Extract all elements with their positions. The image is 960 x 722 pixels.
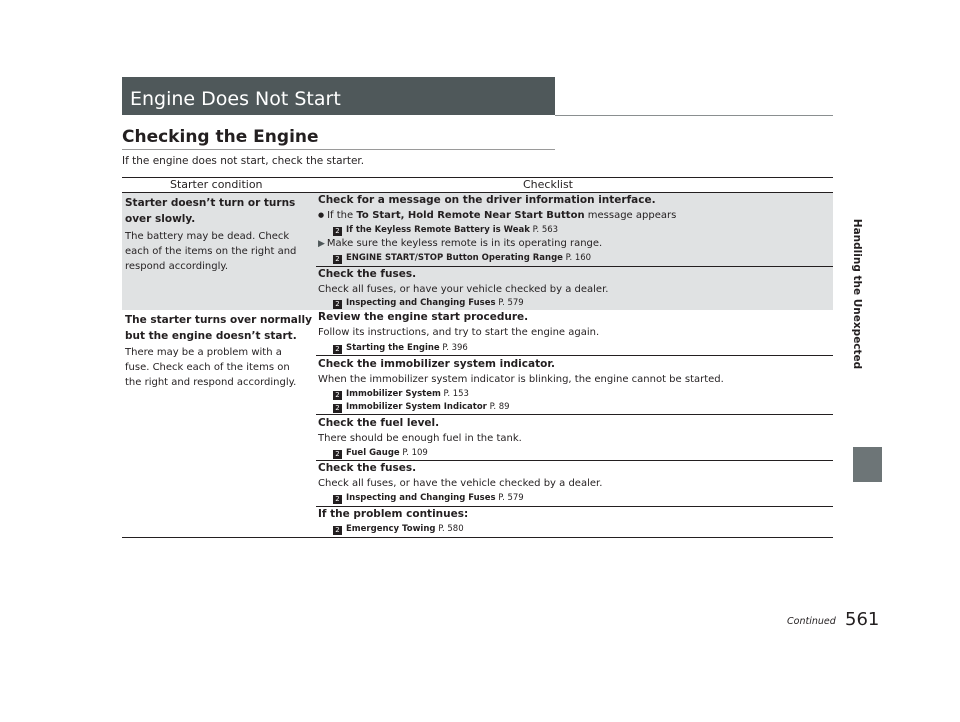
row-divider xyxy=(316,460,833,461)
reference-arrow-icon: 2 xyxy=(333,345,342,354)
page-number: 561 xyxy=(845,609,880,630)
check-message-heading: Check for a message on the driver information interface. xyxy=(318,194,656,206)
reference-arrow-icon: 2 xyxy=(333,227,342,236)
ref-link-fuses[interactable]: 2 Inspecting and Changing Fuses P. 579 xyxy=(333,298,524,309)
reference-arrow-icon: 2 xyxy=(333,495,342,504)
check-message-bullet: ● If the To Start, Hold Remote Near Start Button message appears xyxy=(318,210,677,221)
reference-arrow-icon: 2 xyxy=(333,300,342,309)
chapter-side-label: Handling the Unexpected xyxy=(851,218,863,370)
section-title: Checking the Engine xyxy=(122,127,319,147)
ref-link-fuel-gauge[interactable]: 2 Fuel Gauge P. 109 xyxy=(333,448,428,459)
condition-2 xyxy=(125,312,315,390)
reference-arrow-icon: 2 xyxy=(333,404,342,413)
title-rule xyxy=(555,115,833,116)
ref-link-immobilizer-system[interactable]: 2 Immobilizer System P. 153 xyxy=(333,389,469,400)
reference-arrow-icon: 2 xyxy=(333,391,342,400)
fuel-level-body: There should be enough fuel in the tank. xyxy=(318,433,522,444)
page-title: Engine Does Not Start xyxy=(130,88,341,110)
immobilizer-heading: Check the immobilizer system indicator. xyxy=(318,358,555,370)
review-start-heading: Review the engine start procedure. xyxy=(318,311,529,323)
continued-label: Continued xyxy=(787,616,836,627)
reference-arrow-icon: 2 xyxy=(333,255,342,264)
row-divider xyxy=(316,266,833,267)
keyless-range-note: ▶ Make sure the keyless remote is in its operating range. xyxy=(318,238,603,249)
ref-link-keyless-battery[interactable]: 2 If the Keyless Remote Battery is Weak P. 563 xyxy=(333,225,558,236)
row-divider xyxy=(316,506,833,507)
ref-link-fuses-2[interactable]: 2 Inspecting and Changing Fuses P. 579 xyxy=(333,493,524,504)
section-rule xyxy=(122,149,555,150)
ref-link-start-stop-range[interactable]: 2 ENGINE START/STOP Button Operating Range P. 160 xyxy=(333,253,591,264)
reference-arrow-icon: 2 xyxy=(333,450,342,459)
row-divider xyxy=(316,355,833,356)
chapter-tab xyxy=(853,447,882,482)
check-fuses-heading: Check the fuses. xyxy=(318,268,417,280)
ref-link-emergency-towing[interactable]: 2 Emergency Towing P. 580 xyxy=(333,524,464,535)
check-fuses-2-body: Check all fuses, or have the vehicle checked by a dealer. xyxy=(318,478,603,489)
immobilizer-body: When the immobilizer system indicator is blinking, the engine cannot be started. xyxy=(318,374,724,385)
table-header-checklist: Checklist xyxy=(523,178,573,191)
table-bottom-rule xyxy=(122,537,833,538)
table-header-condition: Starter condition xyxy=(170,178,263,191)
condition-2-body: There may be a problem with a fuse. Check each of the items on the right and respond accordingly. xyxy=(125,347,297,388)
fuel-level-heading: Check the fuel level. xyxy=(318,417,440,429)
condition-1-heading: Starter doesn’t turn or turns over slowly. xyxy=(125,197,296,225)
check-fuses-2-heading: Check the fuses. xyxy=(318,462,417,474)
intro-text: If the engine does not start, check the starter. xyxy=(122,155,365,167)
ref-link-immobilizer-indicator[interactable]: 2 Immobilizer System Indicator P. 89 xyxy=(333,402,510,413)
condition-1 xyxy=(125,195,315,274)
condition-2-heading: The starter turns over normally but the engine doesn’t start. xyxy=(125,314,312,342)
ref-link-starting-engine[interactable]: 2 Starting the Engine P. 396 xyxy=(333,343,468,354)
row-divider xyxy=(316,414,833,415)
triangle-icon: ▶ xyxy=(318,239,325,249)
condition-1-body: The battery may be dead. Check each of the items on the right and respond accordingly. xyxy=(125,231,297,272)
bullet-icon: ● xyxy=(318,211,325,219)
problem-continues-heading: If the problem continues: xyxy=(318,508,469,520)
reference-arrow-icon: 2 xyxy=(333,526,342,535)
review-start-body: Follow its instructions, and try to start the engine again. xyxy=(318,327,600,338)
check-fuses-body: Check all fuses, or have your vehicle checked by a dealer. xyxy=(318,284,609,295)
